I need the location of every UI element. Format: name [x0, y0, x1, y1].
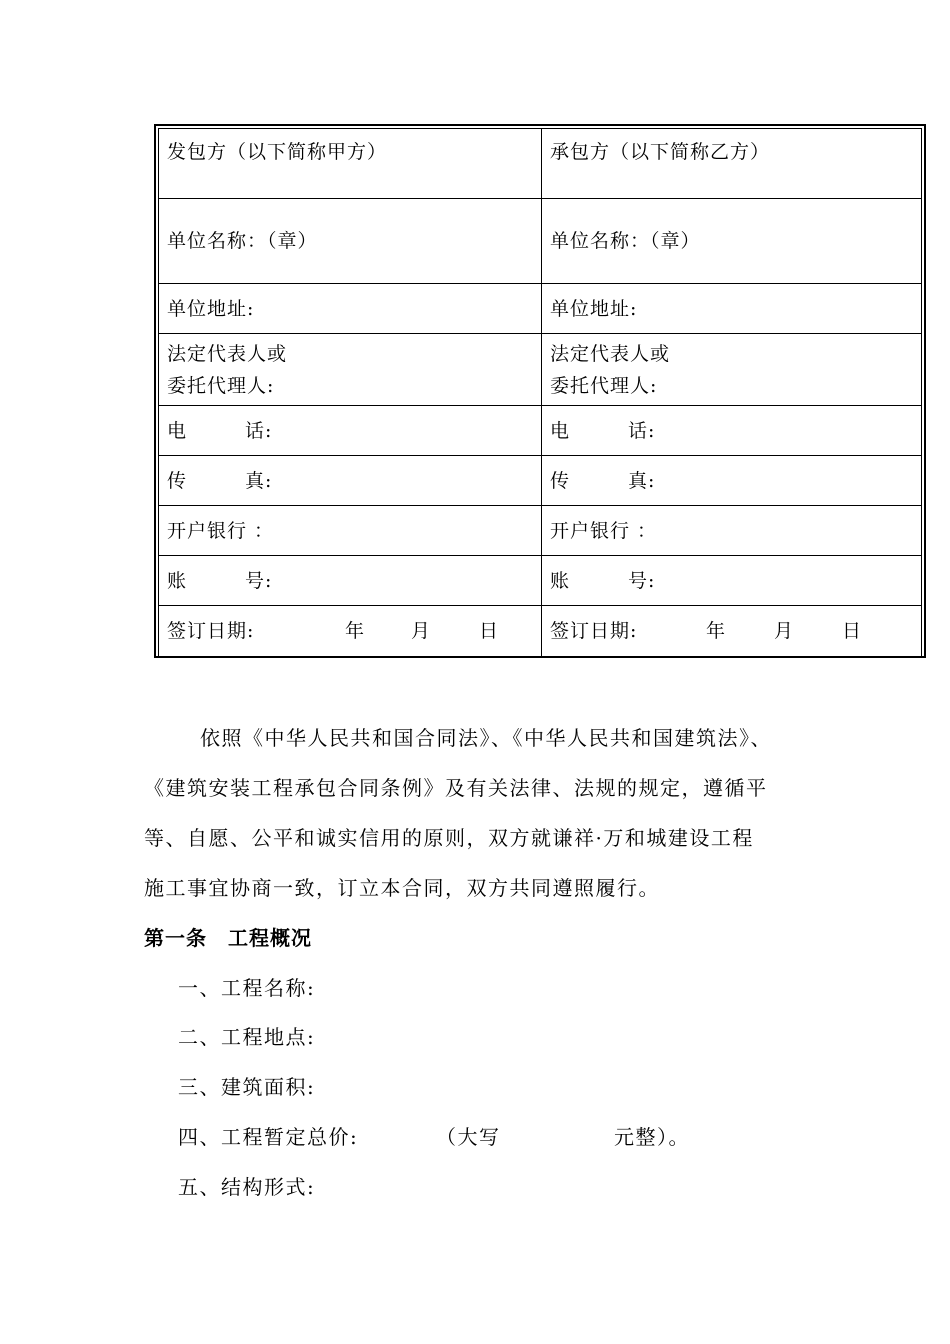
parties-table [158, 128, 922, 657]
table-row [159, 334, 922, 406]
sign-date-label: 签订日期: [167, 620, 255, 642]
intro-line-4: 施工事宜协商一致，订立本合同，双方共同遵照履行。 [144, 876, 660, 900]
phone-label-char1: 电 [550, 419, 571, 442]
contractor-address-cell[interactable] [542, 284, 922, 334]
sign-date-label: 签订日期: [550, 620, 638, 642]
legal-rep-label-line2: 委托代理人: [167, 374, 275, 397]
phone-label-char1: 电 [167, 419, 188, 442]
unit-name-label: 单位名称：（章） [550, 230, 701, 252]
contractor-header-cell [542, 129, 922, 199]
legal-rep-label-line1: 法定代表人或 [550, 342, 671, 365]
table-row [159, 556, 922, 606]
capital-amount-label: （大写 [436, 1125, 501, 1149]
article-1-heading: 第一条 工程概况 [144, 926, 312, 950]
day-label: 日 [479, 620, 500, 642]
employer-unit-name-cell[interactable] [159, 199, 542, 284]
month-label: 月 [411, 620, 432, 642]
fax-label-char1: 传 [550, 469, 571, 492]
contractor-bank-cell[interactable] [542, 506, 922, 556]
fax-label-char2: 真: [628, 469, 656, 492]
year-label: 年 [345, 620, 366, 642]
employer-address-cell[interactable] [159, 284, 542, 334]
employer-fax-cell[interactable] [159, 456, 542, 506]
employer-phone-cell[interactable] [159, 406, 542, 456]
table-row [159, 129, 922, 199]
unit-name-label: 单位名称：（章） [167, 230, 318, 252]
contractor-header: 承包方（以下简称乙方） [550, 141, 771, 163]
fax-label-char2: 真: [245, 469, 273, 492]
phone-label-char2: 话: [245, 419, 273, 442]
account-label-char2: 号: [628, 569, 656, 592]
table-row [159, 606, 922, 657]
provisional-total-price-row [178, 1121, 690, 1150]
contractor-legal-rep-cell[interactable] [542, 334, 922, 406]
legal-rep-label-line2: 委托代理人: [550, 374, 658, 397]
month-label: 月 [774, 620, 795, 642]
table-row [159, 199, 922, 284]
contractor-unit-name-cell[interactable] [542, 199, 922, 284]
legal-rep-label-line1: 法定代表人或 [167, 342, 288, 365]
unit-address-label: 单位地址: [167, 297, 255, 320]
building-area-label: 三、建筑面积: [178, 1075, 316, 1099]
employer-header: 发包方（以下简称甲方） [167, 141, 388, 163]
bank-label: 开户银行 ： [550, 519, 658, 542]
intro-line-1: 依照《中华人民共和国合同法》、《中华人民共和国建筑法》、 [200, 726, 772, 750]
employer-account-cell[interactable] [159, 556, 542, 606]
intro-line-2: 《建筑安装工程承包合同条例》及有关法律、法规的规定，遵循平 [144, 776, 768, 800]
table-row [159, 506, 922, 556]
account-label-char1: 账 [550, 569, 571, 592]
bank-label: 开户银行 ： [167, 519, 275, 542]
phone-label-char2: 话: [628, 419, 656, 442]
fax-label-char1: 传 [167, 469, 188, 492]
account-label-char1: 账 [167, 569, 188, 592]
parties-table-frame [154, 124, 926, 658]
unit-address-label: 单位地址: [550, 297, 638, 320]
contractor-sign-date-cell[interactable] [542, 606, 922, 657]
structure-type-label: 五、结构形式: [178, 1175, 316, 1199]
employer-sign-date-cell[interactable] [159, 606, 542, 657]
contractor-account-cell[interactable] [542, 556, 922, 606]
project-name-label: 一、工程名称: [178, 976, 316, 1000]
day-label: 日 [842, 620, 863, 642]
account-label-char2: 号: [245, 569, 273, 592]
provisional-total-price-label: 四、工程暂定总价: [178, 1125, 359, 1149]
table-row [159, 456, 922, 506]
contractor-fax-cell[interactable] [542, 456, 922, 506]
year-label: 年 [706, 620, 727, 642]
employer-bank-cell[interactable] [159, 506, 542, 556]
employer-header-cell [159, 129, 542, 199]
project-location-label: 二、工程地点: [178, 1025, 316, 1049]
table-row [159, 406, 922, 456]
yuan-label: 元整）。 [614, 1125, 690, 1149]
table-row [159, 284, 922, 334]
contractor-phone-cell[interactable] [542, 406, 922, 456]
intro-line-3: 等、自愿、公平和诚实信用的原则，双方就谦祥·万和城建设工程 [144, 826, 754, 850]
employer-legal-rep-cell[interactable] [159, 334, 542, 406]
